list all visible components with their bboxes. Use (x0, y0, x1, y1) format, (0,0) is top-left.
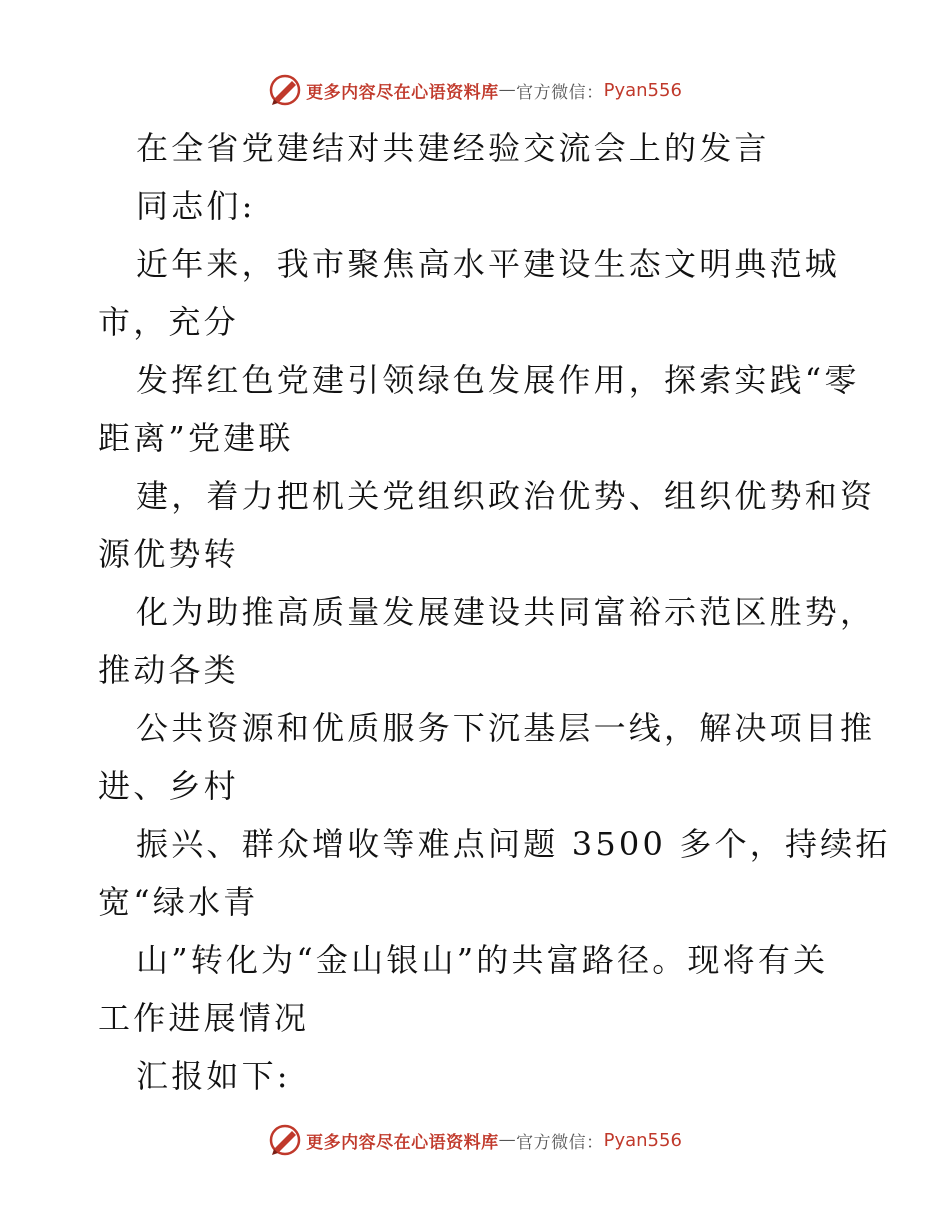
banner-label: 官方微信： (516, 1132, 604, 1153)
banner-dash: — (498, 80, 517, 100)
banner-wechat-id: Pyan556 (603, 1129, 682, 1151)
paragraph-line: 市，充分 (98, 303, 239, 341)
paragraph-line: 发挥红色党建引领绿色发展作用，探索实践“零 (136, 361, 860, 399)
banner-main-text: 更多内容尽在心语资料库 (306, 82, 499, 103)
header-banner (0, 70, 950, 110)
paragraph-line: 汇报如下: (136, 1057, 291, 1095)
paragraph-line: 化为助推高质量发展建设共同富裕示范区胜势， (136, 593, 876, 631)
paragraph-line: 进、乡村 (98, 767, 239, 805)
footer-banner (0, 1120, 950, 1160)
pen-logo-icon (268, 73, 302, 107)
salutation: 同志们: (136, 187, 256, 225)
banner-main-text: 更多内容尽在心语资料库 (306, 1132, 499, 1153)
paragraph-line: 源优势转 (98, 535, 239, 573)
paragraph-line: 推动各类 (98, 651, 239, 689)
paragraph-line: 公共资源和优质服务下沉基层一线，解决项目推 (136, 709, 876, 747)
paragraph-line: 宽“绿水青 (98, 883, 259, 921)
pen-logo-icon (268, 1123, 302, 1157)
banner-wechat-id: Pyan556 (603, 79, 682, 101)
banner-dash: — (498, 1130, 517, 1150)
banner-label: 官方微信： (516, 82, 604, 103)
paragraph-line: 建，着力把机关党组织政治优势、组织优势和资 (136, 477, 876, 515)
paragraph-line: 近年来，我市聚焦高水平建设生态文明典范城 (136, 245, 841, 283)
paragraph-line: 山”转化为“金山银山”的共富路径。现将有关 (136, 941, 829, 979)
paragraph-line: 工作进展情况 (98, 999, 310, 1037)
paragraph-line: 振兴、群众增收等难点问题 3500 多个，持续拓 (136, 825, 891, 863)
paragraph-line: 距离”党建联 (98, 419, 294, 457)
document-title: 在全省党建结对共建经验交流会上的发言 (136, 129, 770, 167)
